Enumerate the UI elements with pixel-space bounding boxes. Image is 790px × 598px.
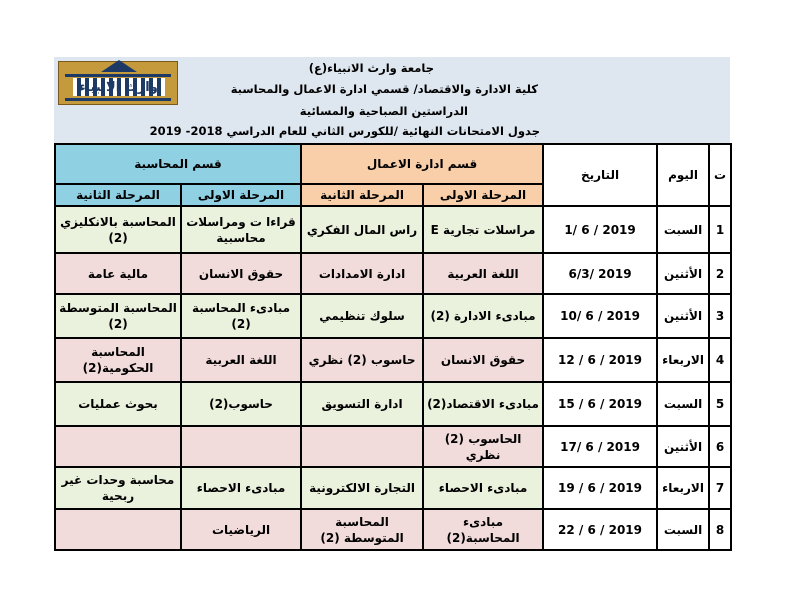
business-stage2-cell: التجارة الالكترونية	[301, 467, 423, 509]
row-number: 2	[709, 253, 731, 294]
row-day: الاربعاء	[657, 338, 709, 382]
accounting-stage1-cell: حاسوب(2)	[181, 382, 301, 426]
header-title: جدول الامتحانات النهائية /للكورس الثاني للعام الدراسي 2018- 2019	[149, 124, 540, 138]
table-row	[55, 253, 731, 294]
row-date: 2019 / 6 /10	[543, 294, 657, 338]
table-row	[55, 382, 731, 426]
table-row	[55, 467, 731, 509]
header-dept-accounting: قسم المحاسبة	[55, 144, 301, 184]
business-stage2-cell: ادارة الامدادات	[301, 253, 423, 294]
accounting-stage1-cell: مبادىء المحاسبة (2)	[181, 294, 301, 338]
header-t: ت	[709, 144, 731, 206]
header-accounting-stage2: المرحلة الثانية	[55, 184, 181, 206]
exam-schedule-table	[54, 143, 732, 551]
header-business-stage1: المرحلة الاولى	[423, 184, 543, 206]
row-day: الأثنين	[657, 426, 709, 467]
business-stage1-cell: مبادىء المحاسبة(2)	[423, 509, 543, 550]
row-date: 2019 / 6 / 15	[543, 382, 657, 426]
row-day: الأثنين	[657, 253, 709, 294]
table-row	[55, 206, 731, 253]
row-number: 1	[709, 206, 731, 253]
document-header	[54, 57, 730, 143]
accounting-stage1-cell: قراءا ت ومراسلات محاسبية	[181, 206, 301, 253]
table-row	[55, 294, 731, 338]
accounting-stage2-cell: المحاسبة الحكومية(2)	[55, 338, 181, 382]
business-stage1-cell: الحاسوب (2) نظري	[423, 426, 543, 467]
logo-roof-icon	[101, 60, 137, 72]
row-date: 2019 / 6 /17	[543, 426, 657, 467]
accounting-stage1-cell: اللغة العربية	[181, 338, 301, 382]
business-stage2-cell	[301, 426, 423, 467]
row-day: الاربعاء	[657, 467, 709, 509]
university-logo	[58, 61, 178, 105]
row-day: السبت	[657, 509, 709, 550]
accounting-stage1-cell: مبادىء الاحصاء	[181, 467, 301, 509]
header-studies: الدراستين الصباحية والمسائية	[299, 104, 468, 118]
row-number: 3	[709, 294, 731, 338]
accounting-stage2-cell: مالية عامة	[55, 253, 181, 294]
accounting-stage2-cell: المحاسبة المتوسطة (2)	[55, 294, 181, 338]
row-day: الأثنين	[657, 294, 709, 338]
row-date: 2019 /6/3	[543, 253, 657, 294]
accounting-stage1-cell: الرياضيات	[181, 509, 301, 550]
business-stage1-cell: اللغة العربية	[423, 253, 543, 294]
accounting-stage2-cell	[55, 426, 181, 467]
business-stage1-cell: حقوق الانسان	[423, 338, 543, 382]
business-stage2-cell: سلوك تنظيمي	[301, 294, 423, 338]
header-college: كلية الادارة والاقتصاد/ قسمي ادارة الاعمال والمحاسبة	[230, 82, 538, 96]
header-university: جامعة وارث الانبياء(ع)	[308, 61, 434, 75]
accounting-stage2-cell: المحاسبة بالانكليزي (2)	[55, 206, 181, 253]
table-row	[55, 509, 731, 550]
row-date: 2019 / 6 / 12	[543, 338, 657, 382]
accounting-stage1-cell: حقوق الانسان	[181, 253, 301, 294]
business-stage1-cell: مبادىء الاقتصاد(2)	[423, 382, 543, 426]
logo-text: وارث الانبياء	[79, 80, 158, 95]
row-number: 6	[709, 426, 731, 467]
row-date: 2019 / 6 /1	[543, 206, 657, 253]
row-number: 4	[709, 338, 731, 382]
header-business-stage2: المرحلة الثانية	[301, 184, 423, 206]
row-number: 5	[709, 382, 731, 426]
header-day: اليوم	[657, 144, 709, 206]
header-dept-business: قسم ادارة الاعمال	[301, 144, 543, 184]
table-row	[55, 338, 731, 382]
accounting-stage2-cell: محاسبة وحدات غير ربحية	[55, 467, 181, 509]
business-stage1-cell: مراسلات تجارية E	[423, 206, 543, 253]
row-number: 8	[709, 509, 731, 550]
table-row	[55, 426, 731, 467]
business-stage2-cell: حاسوب (2) نظري	[301, 338, 423, 382]
header-accounting-stage1: المرحلة الاولى	[181, 184, 301, 206]
row-number: 7	[709, 467, 731, 509]
header-date: التاريخ	[543, 144, 657, 206]
business-stage2-cell: راس المال الفكري	[301, 206, 423, 253]
business-stage1-cell: مبادىء الادارة (2)	[423, 294, 543, 338]
row-date: 2019 / 6 / 19	[543, 467, 657, 509]
accounting-stage2-cell	[55, 509, 181, 550]
row-date: 2019 / 6 / 22	[543, 509, 657, 550]
row-day: السبت	[657, 206, 709, 253]
business-stage2-cell: ادارة التسويق	[301, 382, 423, 426]
business-stage1-cell: مبادىء الاحصاء	[423, 467, 543, 509]
accounting-stage2-cell: بحوث عمليات	[55, 382, 181, 426]
row-day: السبت	[657, 382, 709, 426]
accounting-stage1-cell	[181, 426, 301, 467]
business-stage2-cell: المحاسبة المتوسطة (2)	[301, 509, 423, 550]
